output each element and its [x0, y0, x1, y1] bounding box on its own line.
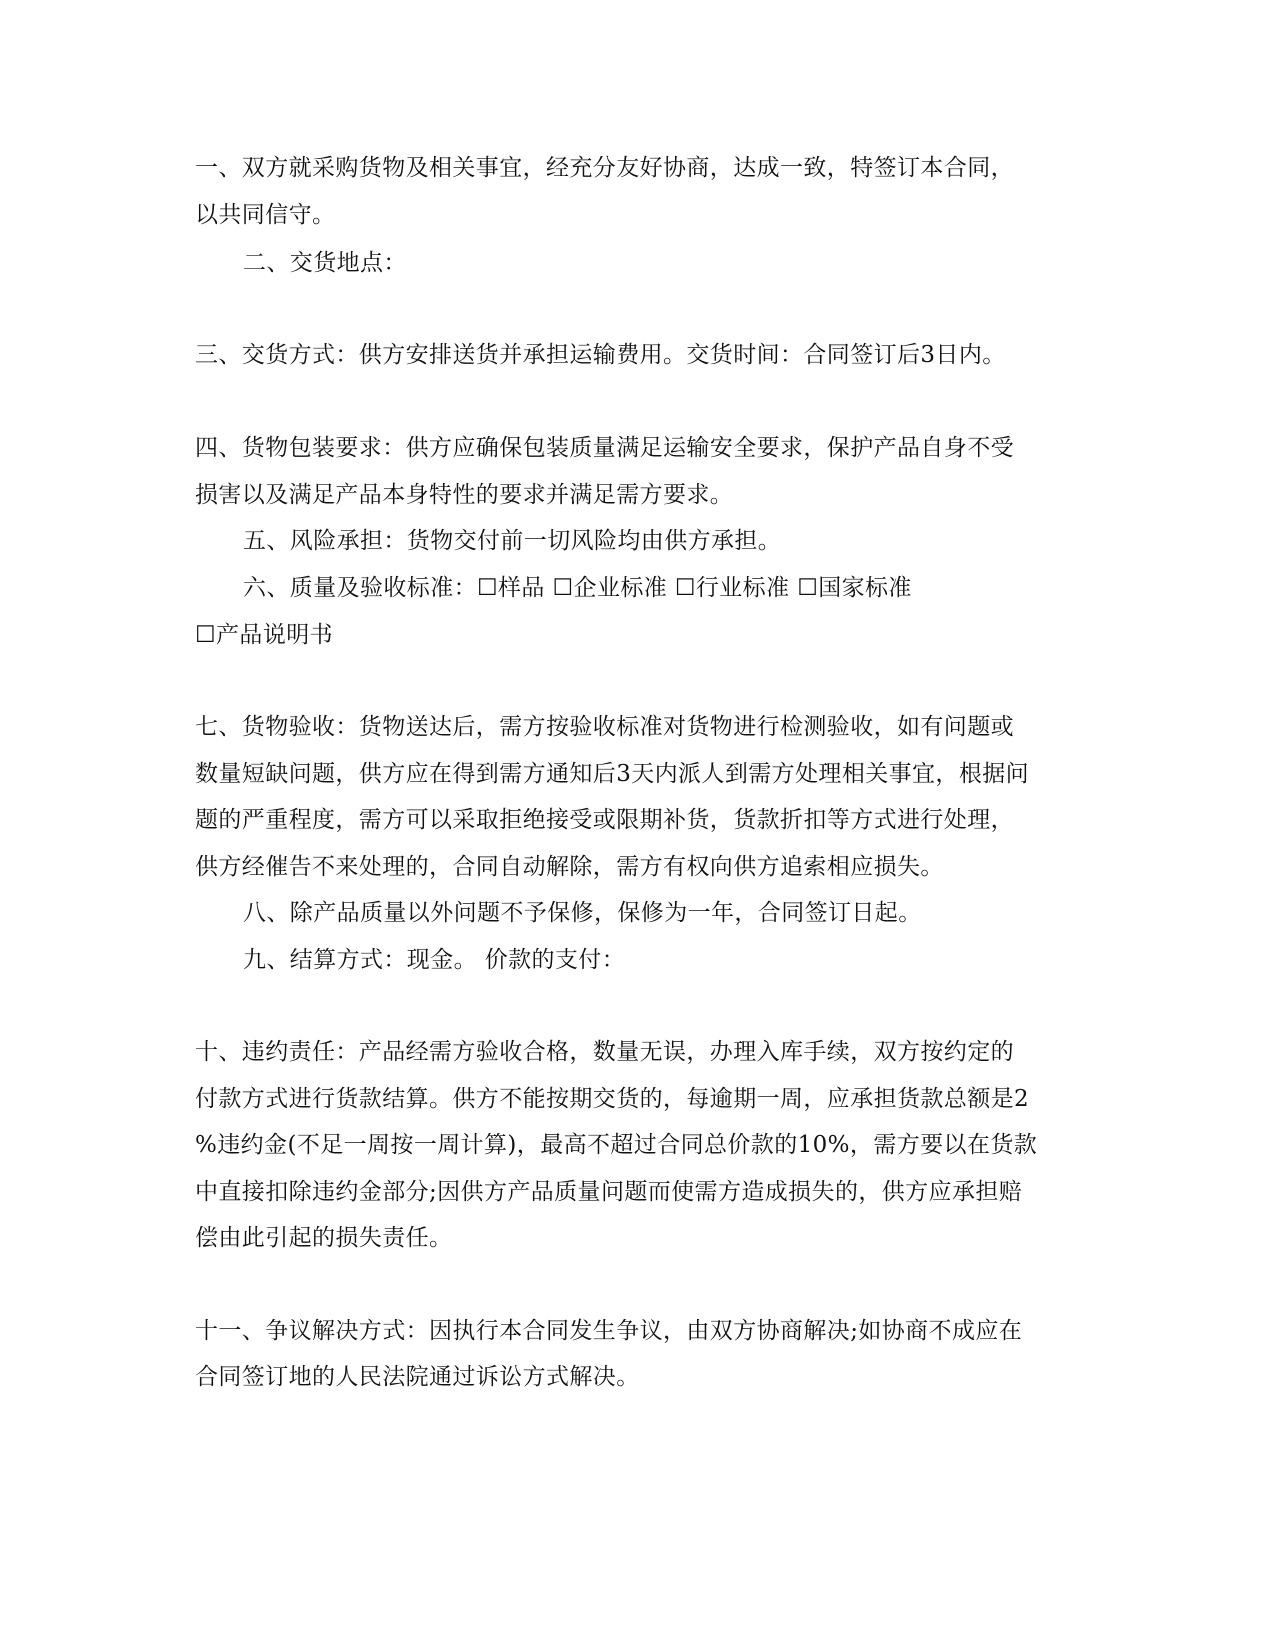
clause-10-line-5: 偿由此引起的损失责任。 [195, 1225, 453, 1251]
clause-7-line-2: 数量短缺问题，供方应在得到需方通知后3天内派人到需方处理相关事宜，根据问 [195, 761, 1030, 787]
clause-2: 二、交货地点： [243, 250, 407, 276]
clause-8: 八、除产品质量以外问题不予保修，保修为一年，合同签订日起。 [243, 900, 922, 926]
clause-1-line-1: 一、双方就采购货物及相关事宜，经充分友好协商，达成一致，特签订本合同， [195, 155, 1014, 181]
clause-5: 五、风险承担：货物交付前一切风险均由供方承担。 [243, 528, 782, 554]
clause-6-line-1: 六、质量及验收标准：☐样品 ☐企业标准 ☐行业标准 ☐国家标准 [243, 575, 912, 601]
clause-7-line-4: 供方经催告不来处理的，合同自动解除，需方有权向供方追索相应损失。 [195, 854, 944, 880]
clause-4-line-1: 四、货物包装要求：供方应确保包装质量满足运输安全要求，保护产品自身不受 [195, 435, 1014, 461]
clause-4-line-2: 损害以及满足产品本身特性的要求并满足需方要求。 [195, 482, 734, 508]
clause-10-line-1: 十、违约责任：产品经需方验收合格，数量无误，办理入库手续，双方按约定的 [195, 1039, 1014, 1065]
clause-11-line-2: 合同签订地的人民法院通过诉讼方式解决。 [195, 1364, 640, 1390]
clause-10-line-3: %违约金(不足一周按一周计算)，最高不超过合同总价款的10%，需方要以在货款 [195, 1132, 1038, 1158]
clause-7-line-3: 题的严重程度，需方可以采取拒绝接受或限期补货，货款折扣等方式进行处理， [195, 807, 1014, 833]
clause-3: 三、交货方式：供方安排送货并承担运输费用。交货时间：合同签订后3日内。 [195, 342, 1006, 368]
clause-7-line-1: 七、货物验收：货物送达后，需方按验收标准对货物进行检测验收，如有问题或 [195, 714, 1014, 740]
clause-10-line-2: 付款方式进行货款结算。供方不能按期交货的，每逾期一周，应承担货款总额是2 [195, 1086, 1030, 1112]
clause-9: 九、结算方式：现金。 价款的支付： [243, 947, 626, 973]
clause-10-line-4: 中直接扣除违约金部分;因供方产品质量问题而使需方造成损失的，供方应承担赔 [195, 1179, 1023, 1205]
clause-11-line-1: 十一、争议解决方式：因执行本合同发生争议，由双方协商解决;如协商不成应在 [195, 1318, 1023, 1344]
clause-1-line-2: 以共同信守。 [195, 202, 336, 228]
clause-6-line-2: ☐产品说明书 [195, 622, 334, 648]
